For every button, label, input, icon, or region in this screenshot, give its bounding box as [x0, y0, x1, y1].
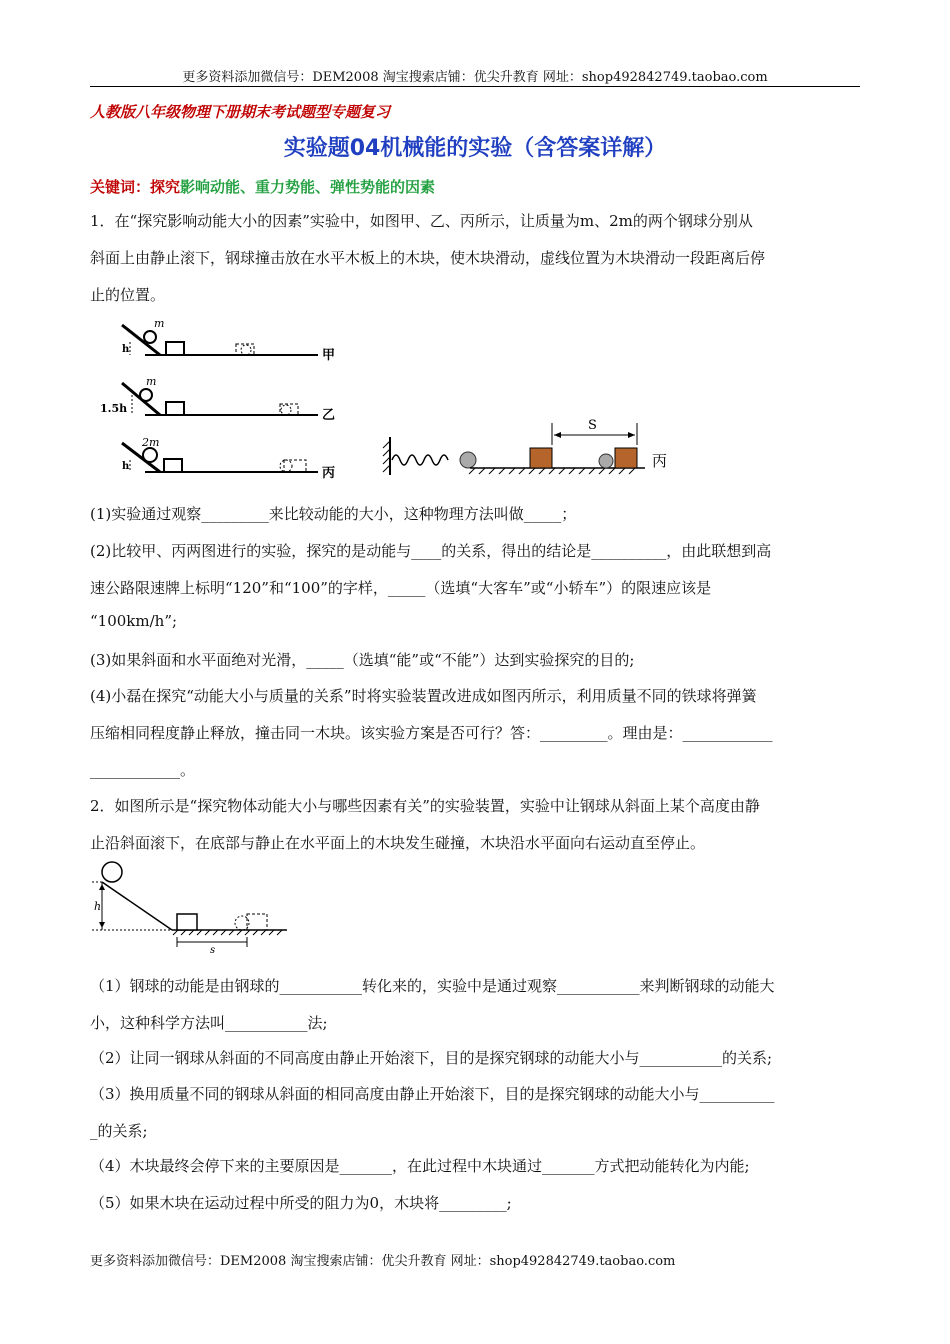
label-h-q2: h — [94, 900, 102, 913]
q1-part2-line2: 速公路限速牌上标明“120”和“100”的字样，_____（选填“大客车”或“小轿车”）的限速应该是 — [90, 579, 712, 597]
q2-part3-line1: （3）换用质量不同的钢球从斜面的相同高度由静止开始滚下，目的是探究钢球的动能大小与__________ — [90, 1085, 775, 1103]
q2-intro-line1: 2．如图所示是“探究物体动能大小与哪些因素有关”的实验装置，实验中让钢球从斜面上某个高度由静 — [90, 797, 760, 815]
label-s-q2: s — [210, 945, 216, 955]
page-title: 实验题04机械能的实验（含答案详解） — [283, 136, 667, 161]
q1-part4-line3: ____________。 — [90, 761, 196, 779]
q1-part2-line3: “100km/h”; — [90, 612, 178, 630]
label-jia: 甲 — [322, 348, 336, 363]
label-2m: 2m — [142, 436, 160, 449]
q2-part2: （2）让同一钢球从斜面的不同高度由静止开始滚下，目的是探究钢球的动能大小与___________的关系; — [90, 1049, 773, 1067]
label-m-jia: m — [154, 317, 165, 330]
q2-intro-line2: 止沿斜面滚下，在底部与静止在水平面上的木块发生碰撞，木块沿水平面向右运动直至停止。 — [90, 834, 706, 852]
wood-block-start — [530, 448, 552, 468]
q2-part3-line2: _的关系; — [90, 1122, 148, 1140]
page-footer: 更多资料添加微信号：DEM2008 淘宝搜索店铺：优尖升教育 网址：shop492842749.taobao.com — [90, 1254, 676, 1269]
q1-intro-line3: 止的位置。 — [90, 286, 166, 304]
q2-part1-line1: （1）钢球的动能是由钢球的___________转化来的，实验中是通过观察___________来判断钢球的动能大 — [90, 977, 775, 995]
q1-intro-line1: 1．在“探究影响动能大小的因素”实验中，如图甲、乙、丙所示，让质量为m、2m的两个钢球分别从 — [90, 212, 753, 230]
label-yi: 乙 — [322, 408, 336, 423]
iron-ball-icon — [460, 452, 476, 468]
label-bing: 丙 — [322, 466, 336, 481]
figure-yi — [100, 375, 335, 423]
q1-ramp-figures — [100, 315, 350, 490]
q1-spring-figure — [380, 415, 680, 480]
steel-ball-icon — [102, 862, 122, 882]
wood-block-q2 — [177, 914, 197, 930]
keywords-text: 影响动能、重力势能、弹性势能的因素 — [180, 178, 436, 196]
q2-part4: （4）木块最终会停下来的主要原因是_______，在此过程中木块通过_______方式把动能转化为内能; — [90, 1157, 750, 1175]
label-1-5h: 1.5h — [100, 402, 128, 415]
subtitle: 人教版八年级物理下册期末考试题型专题复习 — [90, 103, 391, 121]
keywords-label: 关键词：探究 — [90, 178, 181, 196]
wood-block-end — [615, 448, 637, 468]
label-s: S — [588, 418, 597, 433]
q1-part4-line2: 压缩相同程度静止释放，撞击同一木块。该实验方案是否可行？答：_________。理由是：____________ — [90, 724, 773, 742]
q1-part2-line1: (2)比较甲、丙两图进行的实验，探究的是动能与____的关系，得出的结论是__________，由此联想到高 — [90, 542, 772, 560]
q2-part1-line2: 小，这种科学方法叫___________法; — [90, 1014, 328, 1032]
figure-jia — [122, 317, 335, 363]
header-divider — [90, 86, 860, 87]
label-h-jia: h — [122, 344, 130, 355]
q1-part4-line1: (4)小磊在探究“动能大小与质量的关系”时将实验装置改进成如图丙所示，利用质量不同的铁球将弹簧 — [90, 687, 757, 705]
label-m-yi: m — [146, 375, 157, 388]
figure-bing-ramp — [122, 436, 335, 481]
spring-icon — [392, 455, 448, 465]
q2-part5: （5）如果木块在运动过程中所受的阻力为0，木块将_________; — [90, 1194, 512, 1212]
q1-part1: (1)实验通过观察_________来比较动能的大小，这种物理方法叫做_____； — [90, 505, 577, 523]
q1-part3: (3)如果斜面和水平面绝对光滑，_____（选填“能”或“不能”）达到实验探究的目的; — [90, 651, 635, 669]
label-bing-spring: 丙 — [652, 452, 668, 470]
q2-ramp-figure — [92, 860, 292, 955]
page-header: 更多资料添加微信号：DEM2008 淘宝搜索店铺：优尖升教育 网址：shop492842749.taobao.com — [182, 70, 768, 85]
label-h-bing: h — [122, 461, 130, 472]
q1-intro-line2: 斜面上由静止滚下，钢球撞击放在水平木板上的木块，使木块滑动，虚线位置为木块滑动一段距离后停 — [90, 249, 766, 267]
keywords — [90, 176, 435, 197]
